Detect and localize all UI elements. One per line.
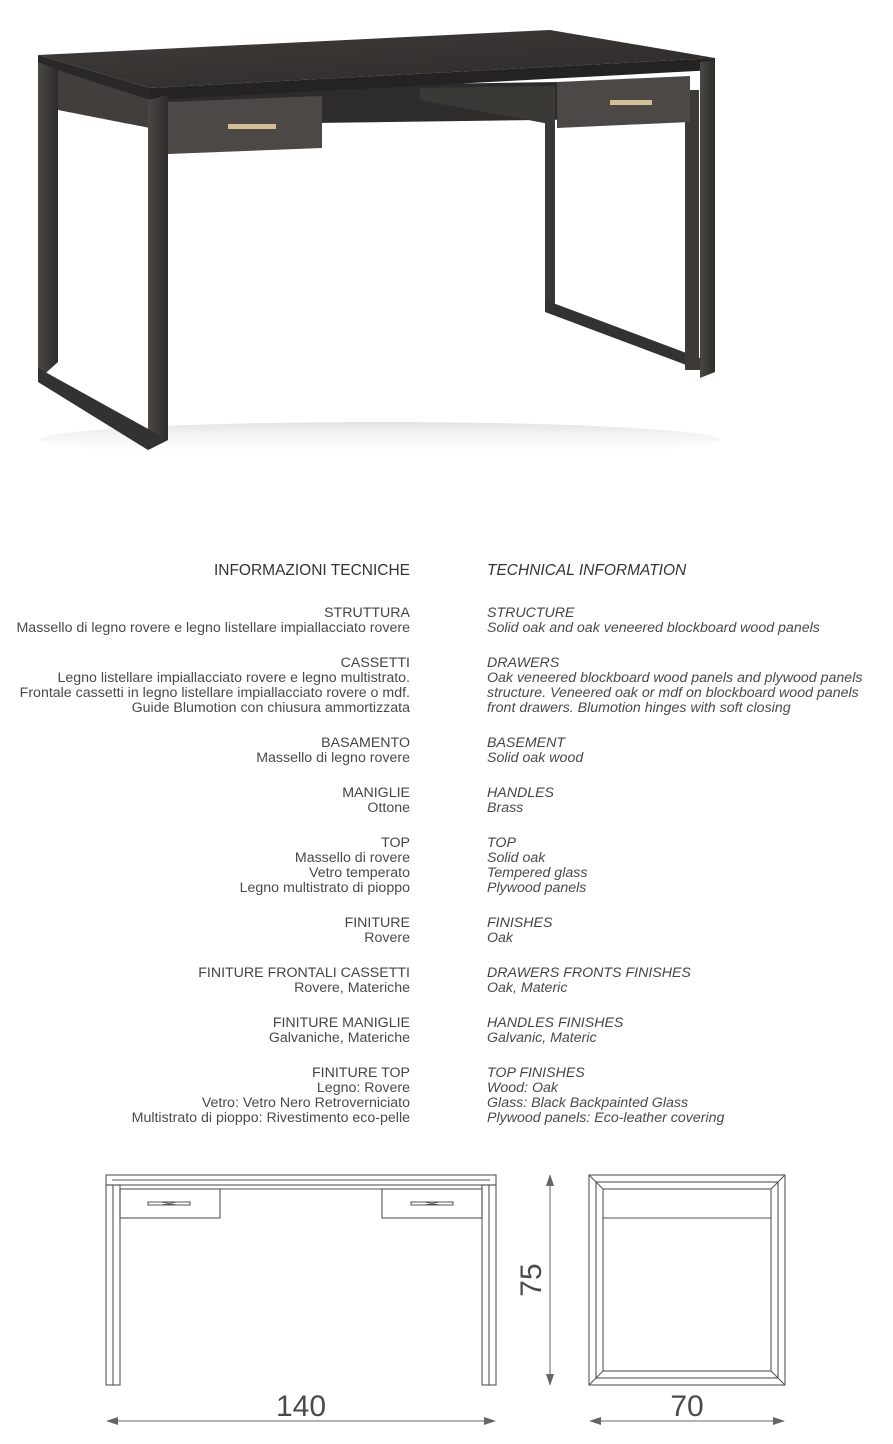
heading-english: TECHNICAL INFORMATION bbox=[487, 562, 687, 579]
spec-section bbox=[0, 656, 410, 716]
spec-section-line: Multistrato di pioppo: Rivestimento eco-pelle bbox=[131, 1110, 410, 1126]
spec-section-line: Tempered glass bbox=[487, 865, 588, 881]
spec-section-line: Plywood panels bbox=[487, 880, 587, 896]
spec-section-line: Oak, Materic bbox=[487, 980, 568, 996]
spec-section-line: Vetro temperato bbox=[309, 865, 410, 881]
spec-section-line: Plywood panels: Eco-leather covering bbox=[487, 1110, 725, 1126]
spec-section-line: Legno listellare impiallacciato rovere e legno multistrato. bbox=[57, 670, 410, 686]
spec-section-label: STRUTTURA bbox=[324, 605, 410, 621]
spec-section-label: DRAWERS bbox=[487, 655, 560, 671]
spec-section-label: FINITURE MANIGLIE bbox=[272, 1015, 410, 1031]
spec-section-line: Rovere, Materiche bbox=[294, 980, 410, 996]
spec-section-line: Ottone bbox=[367, 800, 410, 816]
front-left-handle bbox=[148, 1202, 190, 1205]
spec-section-line: Solid oak bbox=[487, 850, 546, 866]
spec-section-line: Legno multistrato di pioppo bbox=[239, 880, 410, 896]
spec-section-line: Rovere bbox=[364, 930, 410, 946]
spec-section-line: Solid oak wood bbox=[487, 750, 584, 766]
spec-section-line: Wood: Oak bbox=[487, 1080, 558, 1096]
spec-section-label: DRAWERS FRONTS FINISHES bbox=[487, 965, 691, 981]
spec-section-line: Massello di rovere bbox=[294, 850, 410, 866]
spec-section-label: HANDLES FINISHES bbox=[487, 1015, 624, 1031]
heading-italian: INFORMAZIONI TECNICHE bbox=[213, 562, 410, 579]
width-dimension-label: 140 bbox=[275, 1390, 327, 1423]
spec-section-line: Legno: Rovere bbox=[316, 1080, 410, 1096]
spec-section bbox=[487, 656, 887, 716]
technical-info-english bbox=[487, 560, 887, 1126]
spec-section bbox=[0, 836, 410, 896]
spec-section-label: FINISHES bbox=[487, 915, 553, 931]
spec-section bbox=[487, 1066, 887, 1126]
side-elevation-drawing bbox=[589, 1175, 785, 1385]
spec-section bbox=[487, 836, 887, 896]
depth-dimension-label: 70 bbox=[670, 1390, 704, 1423]
spec-section bbox=[487, 1016, 887, 1046]
spec-section bbox=[0, 786, 410, 816]
spec-section bbox=[0, 1016, 410, 1046]
back-right-leg bbox=[545, 90, 705, 372]
spec-section-line: Glass: Black Backpainted Glass bbox=[487, 1095, 689, 1111]
spec-section-line: Frontale cassetti in legno listellare impiallacciato rovere o mdf. bbox=[19, 685, 410, 701]
desk-product-image bbox=[0, 0, 893, 470]
spec-section-line: front drawers. Blumotion hinges with soft closing bbox=[487, 700, 791, 716]
spec-section-line: Brass bbox=[487, 800, 524, 816]
right-drawer-handle bbox=[610, 100, 652, 105]
spec-section-label: STRUCTURE bbox=[487, 605, 575, 621]
spec-section bbox=[487, 606, 887, 636]
spec-section-label: TOP bbox=[487, 835, 516, 851]
spec-section bbox=[0, 1066, 410, 1126]
front-right-leg bbox=[700, 60, 715, 378]
technical-info-italian bbox=[0, 560, 410, 1126]
spec-section-label: BASEMENT bbox=[487, 735, 566, 751]
spec-section bbox=[487, 966, 887, 996]
spec-section bbox=[0, 736, 410, 766]
right-drawer bbox=[557, 76, 690, 128]
front-left-leg bbox=[38, 62, 168, 450]
spec-section-label: FINITURE bbox=[344, 915, 410, 931]
spec-section-label: FINITURE TOP bbox=[311, 1065, 410, 1081]
spec-section-line: structure. Veneered oak or mdf on blockboard wood panels bbox=[487, 685, 859, 701]
front-right-handle bbox=[411, 1202, 453, 1205]
spec-section bbox=[487, 916, 887, 946]
spec-section-label: TOP FINISHES bbox=[487, 1065, 585, 1081]
front-elevation-drawing bbox=[106, 1175, 496, 1385]
left-drawer bbox=[168, 96, 322, 154]
spec-section-line: Massello di legno rovere e legno listellare impiallacciato rovere bbox=[16, 620, 410, 636]
spec-section-label: TOP bbox=[381, 835, 410, 851]
height-dimension-label: 75 bbox=[515, 1263, 548, 1297]
spec-section bbox=[0, 916, 410, 946]
spec-section-line: Guide Blumotion con chiusura ammortizzata bbox=[131, 700, 410, 716]
spec-section-label: BASAMENTO bbox=[321, 735, 410, 751]
spec-section-label: MANIGLIE bbox=[342, 785, 410, 801]
spec-section bbox=[0, 966, 410, 996]
dimension-drawings bbox=[0, 1160, 893, 1444]
spec-section-line: Oak bbox=[487, 930, 514, 946]
spec-section-line: Galvanic, Materic bbox=[487, 1030, 597, 1046]
spec-section-line: Oak veneered blockboard wood panels and plywood panels bbox=[487, 670, 863, 686]
spec-section-line: Vetro: Vetro Nero Retroverniciato bbox=[201, 1095, 410, 1111]
spec-section bbox=[0, 606, 410, 636]
spec-section-label: HANDLES bbox=[487, 785, 555, 801]
spec-section-label: FINITURE FRONTALI CASSETTI bbox=[198, 965, 410, 981]
spec-section-line: Massello di legno rovere bbox=[256, 750, 410, 766]
left-drawer-handle bbox=[228, 124, 276, 129]
spec-section-line: Solid oak and oak veneered blockboard wood panels bbox=[487, 620, 820, 636]
spec-section bbox=[487, 786, 887, 816]
spec-section bbox=[487, 736, 887, 766]
spec-section-label: CASSETTI bbox=[340, 655, 410, 671]
spec-section-line: Galvaniche, Materiche bbox=[268, 1030, 410, 1046]
